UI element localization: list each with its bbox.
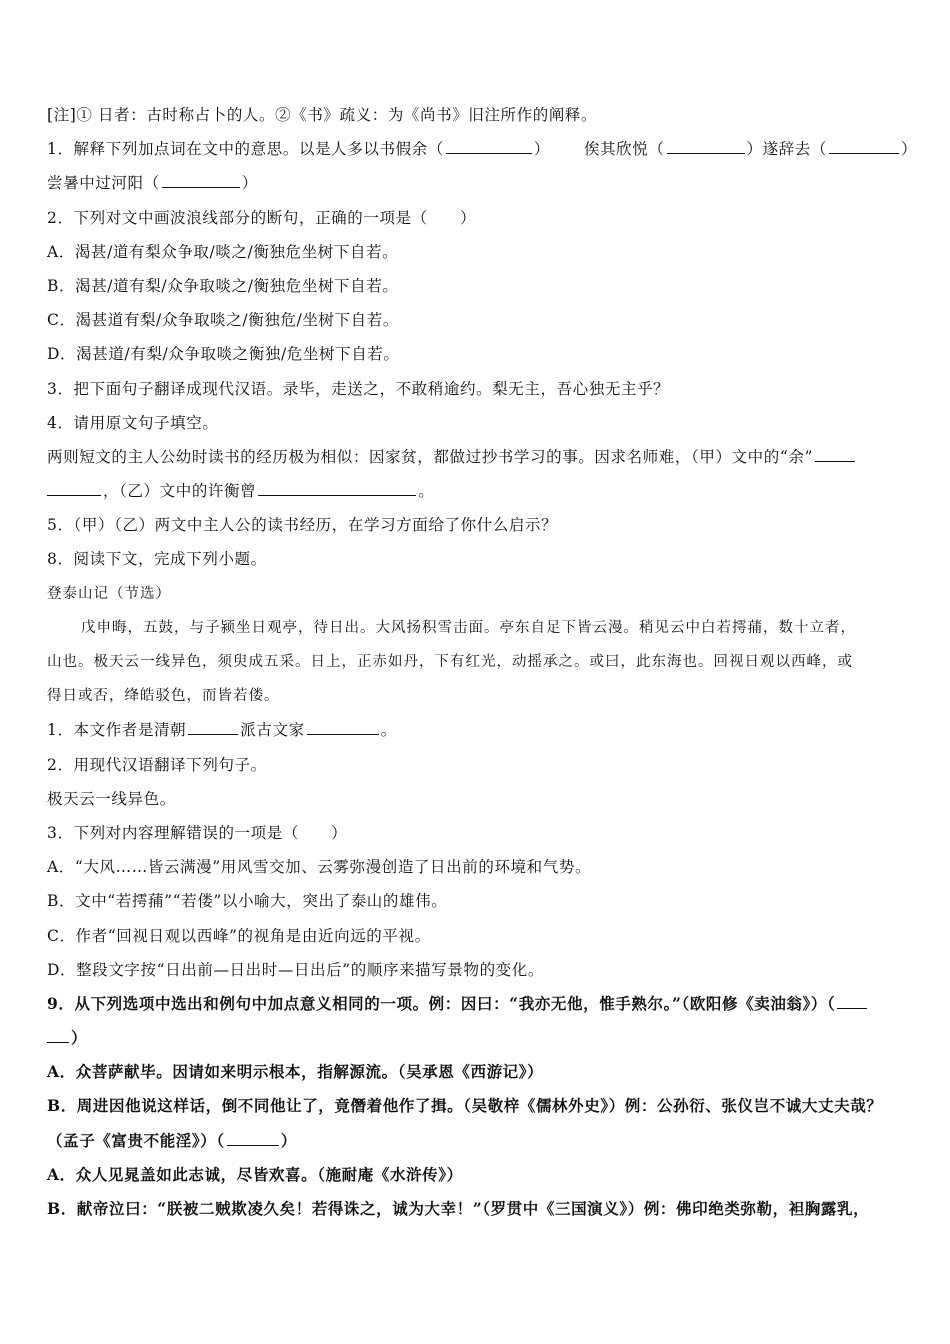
q2-option-b[interactable]: B．渴甚/道有梨/众争取啖之/衡独危坐树下自若。	[47, 276, 399, 295]
answer-blank[interactable]	[258, 480, 416, 496]
q8-sub2-sentence: 极天云一线异色。	[47, 789, 176, 808]
answer-blank[interactable]	[307, 719, 379, 735]
q8-sub1: 1．本文作者是清朝 派古文家 。	[47, 721, 397, 740]
answer-blank[interactable]	[667, 138, 745, 154]
answer-blank[interactable]	[815, 446, 855, 462]
q2-option-c[interactable]: C．渴甚道有梨/众争取啖之/衡独危/坐树下自若。	[47, 311, 399, 330]
q8-sub3-option-b[interactable]: B．文中“若摴蒱”“若偻”以小喻大，突出了泰山的雄伟。	[47, 892, 448, 911]
answer-blank[interactable]	[47, 1027, 69, 1043]
q8-sub3-option-d[interactable]: D．整段文字按“日出前—日出时—日出后”的顺序来描写景物的变化。	[47, 960, 544, 979]
answer-blank[interactable]	[188, 719, 238, 735]
q1-line-2: 尝暑中过河阳（ ）	[47, 174, 258, 193]
q5-stem: 5．（甲）（乙）两文中主人公的读书经历，在学习方面给了你什么启示？	[47, 516, 558, 535]
q9-line-2: ）	[47, 1021, 909, 1055]
q4-line-1: 两则短文的主人公幼时读书的经历极为相似：因家贫，都做过抄书学习的事。因求名师难，（甲）文中的“余”	[47, 440, 909, 474]
q8-sub3-option-c[interactable]: C．作者“回视日观以西峰”的视角是由近向远的平视。	[47, 926, 431, 945]
q9-option-a-2[interactable]: A．众人见晁盖如此志诚，尽皆欢喜。（施耐庵《水浒传》）	[47, 1164, 463, 1184]
q8-sub3-option-a[interactable]: A．“大风……皆云满漫”用风雪交加、云雾弥漫创造了日出前的环境和气势。	[47, 858, 592, 877]
q9-option-b-2[interactable]: B．献帝泣曰：“朕被二贼欺凌久矣！若得诛之，诚为大幸！”（罗贯中《三国演义》）例：佛印绝类弥勒，袒胸露乳，	[47, 1199, 870, 1218]
answer-blank[interactable]	[446, 138, 532, 154]
q8-stem: 8．阅读下文，完成下列小题。	[47, 550, 267, 569]
passage-line-1: 戊申晦，五鼓，与子颍坐日观亭，待日出。大风扬积雪击面。亭东自足下皆云漫。稍见云中白若摴蒱，数十立者，	[81, 619, 856, 636]
q2-stem: 2．下列对文中画波浪线部分的断句，正确的一项是（ ）	[47, 208, 477, 227]
note-line: [注]① 日者：古时称占卜的人。②《书》疏义：为《尚书》旧注所作的阐释。	[47, 106, 598, 124]
passage-line-3: 得日或否，绛皓驳色，而皆若偻。	[47, 688, 280, 705]
passage-title: 登泰山记（节选）	[47, 585, 171, 602]
answer-blank[interactable]	[829, 138, 899, 154]
answer-blank[interactable]	[162, 172, 240, 188]
q3-stem: 3．把下面句子翻译成现代汉语。录毕，走送之，不敢稍逾约。梨无主，吾心独无主乎？	[47, 379, 670, 398]
answer-blank[interactable]	[47, 480, 101, 496]
answer-blank[interactable]	[227, 1130, 279, 1146]
q4-stem: 4．请用原文句子填空。	[47, 413, 219, 432]
q9-line-1: 9．从下列选项中选出和例句中加点意义相同的一项。例：因曰：“我亦无他，惟手熟尔。”（欧阳修《卖油翁》）（	[47, 987, 909, 1021]
document-page	[47, 98, 918, 1226]
q8-sub2: 2．用现代汉语翻译下列句子。	[47, 755, 267, 774]
passage-line-2: 山也。极天云一线异色，须臾成五采。日上，正赤如丹，下有红光，动摇承之。或曰，此东海也。回视日观以西峰，或	[47, 654, 853, 670]
q9-example-2: （孟子《富贵不能淫》）（ ）	[47, 1130, 297, 1150]
q8-sub3-stem: 3．下列对内容理解错误的一项是（ ）	[47, 823, 348, 842]
q9-option-a-1[interactable]: A．众菩萨献毕。因请如来明示根本，指解源流。（吴承恩《西游记》）	[47, 1062, 544, 1082]
answer-blank[interactable]	[837, 993, 867, 1009]
q2-option-d[interactable]: D．渴甚道/有梨/众争取啖之衡独/危坐树下自若。	[47, 345, 400, 364]
q9-option-b-1[interactable]: B．周进因他说这样话，倒不同他让了，竟僭着他作了揖。（吴敬梓《儒林外史》）例：公孙衍、张仪岂不诚大丈夫哉？	[47, 1096, 883, 1116]
q2-option-a[interactable]: A．渴甚/道有梨众争取/啖之/衡独危坐树下自若。	[47, 242, 399, 261]
q4-line-2: ，（乙）文中的许衡曾 。	[47, 474, 909, 508]
q1-line-1: 1．解释下列加点词在文中的意思。以是人多以书假余（ ） 俟其欣悦（ ）遂辞去（ ）	[47, 140, 918, 159]
